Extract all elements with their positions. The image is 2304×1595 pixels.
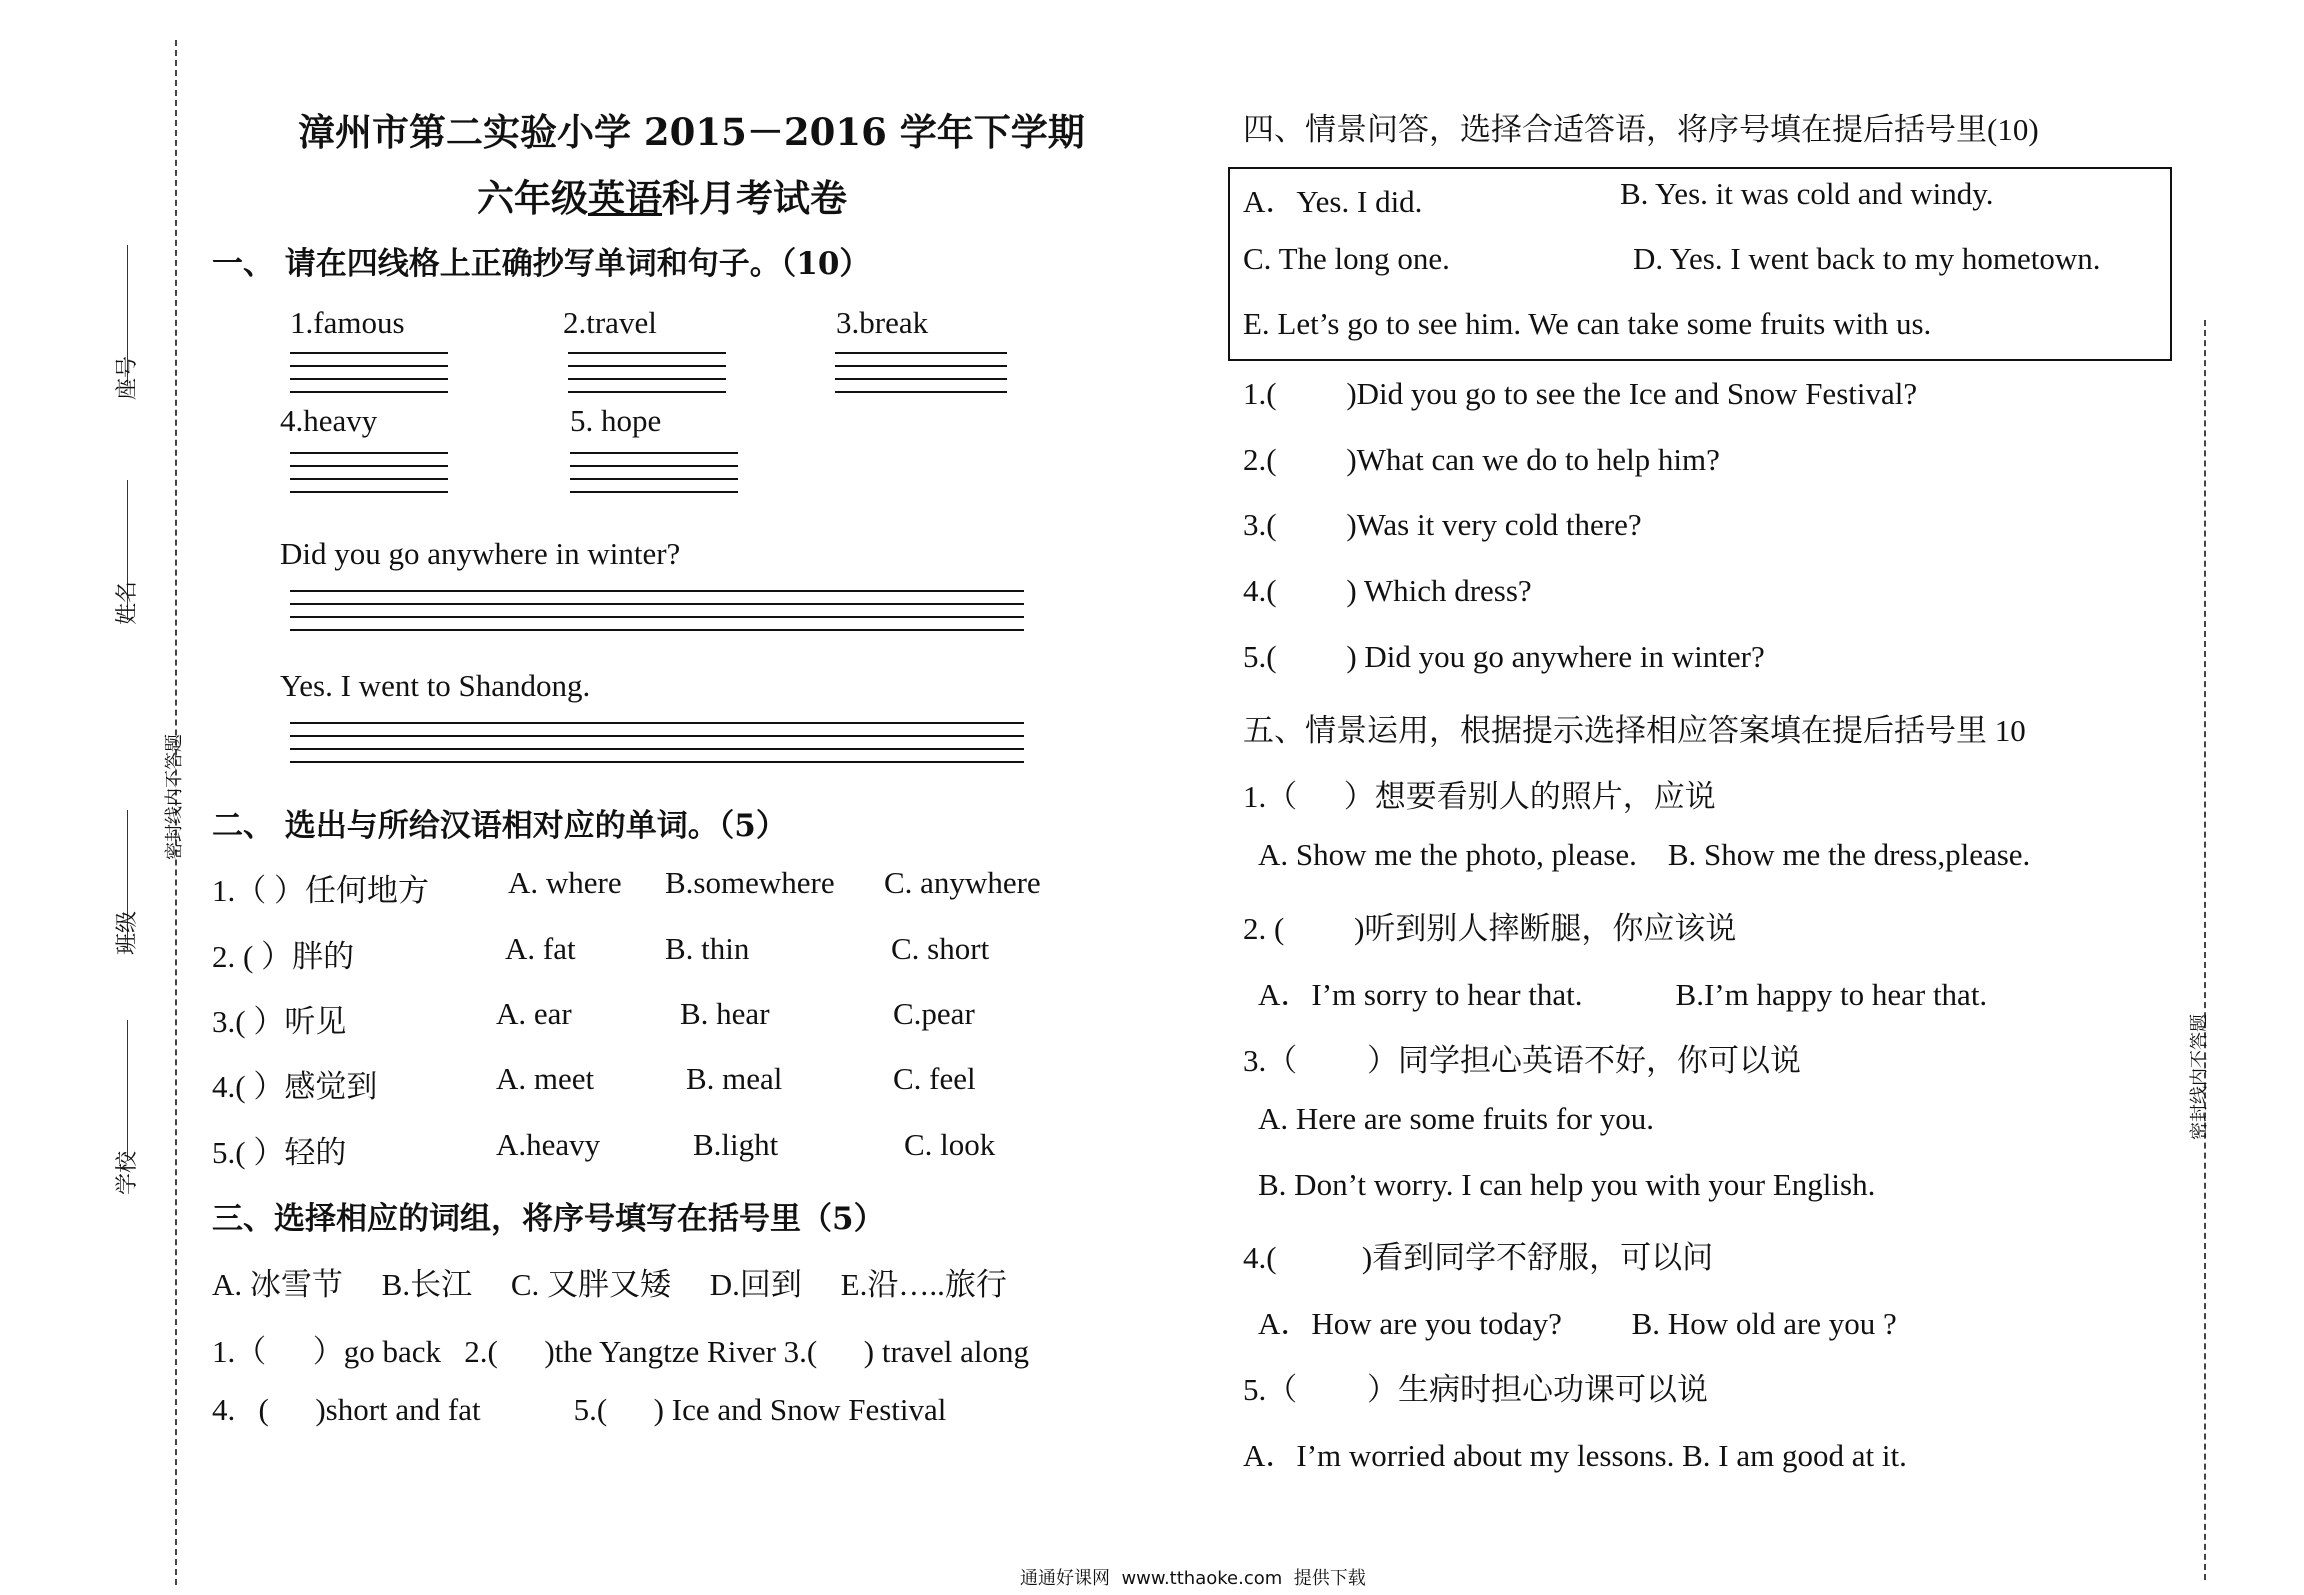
s5-q2-options: A．I’m sorry to hear that. B.I’m happy to hear that.	[1258, 977, 1988, 1012]
four-line-grid-4	[290, 452, 448, 504]
s2-q5-c: C. look	[904, 1127, 996, 1162]
s2-q3-b: B. hear	[680, 996, 770, 1031]
sentence-1: Did you go anywhere in winter?	[280, 536, 681, 571]
s2-q2-b: B. thin	[665, 931, 750, 966]
box-option-b: B. Yes. it was cold and windy.	[1620, 176, 1994, 211]
s4-q1: 1.( )Did you go to see the Ice and Snow Festival?	[1243, 376, 1918, 411]
footer-source: 通通好课网 www.tthaoke.com 提供下载	[1020, 1568, 1366, 1589]
s2-q2-a: A. fat	[505, 931, 576, 966]
school-label: 学校	[115, 1150, 140, 1195]
section3-line2: 4. ( )short and fat 5.( ) Ice and Snow Festival	[212, 1392, 947, 1427]
right-dashed-seal-line	[2204, 320, 2206, 1580]
s5-q2: 2. ( )听到别人摔断腿，你应该说	[1243, 911, 1737, 946]
four-line-grid-sentence-2	[290, 722, 1024, 774]
s2-q2: 2. ( ）胖的	[212, 939, 355, 974]
s5-q5: 5.（ ）生病时担心功课可以说	[1243, 1372, 1708, 1407]
word-1: 1.famous	[290, 305, 405, 340]
section5-heading: 五、情景运用，根据提示选择相应答案填在提后括号里 10	[1243, 713, 2026, 748]
s2-q5-a: A.heavy	[496, 1127, 601, 1162]
seal-note-right: 密封线内不答题	[2189, 1014, 2210, 1140]
section3-heading: 三、选择相应的词组，将序号填写在括号里（5）	[212, 1201, 885, 1237]
seat-label: 座号	[115, 355, 140, 400]
s2-q1-a: A. where	[508, 865, 622, 900]
exam-title-line1: 漳州市第二实验小学 2015－2016 学年下学期	[298, 110, 1085, 154]
word-4: 4.heavy	[280, 403, 378, 438]
section1-heading: 一、 请在四线格上正确抄写单词和句子。（10）	[212, 246, 871, 282]
sentence-2: Yes. I went to Shandong.	[280, 668, 591, 703]
title-grade: 六年级	[477, 176, 588, 220]
box-option-e: E. Let’s go to see him. We can take some fruits with us.	[1243, 306, 1932, 341]
seal-note-left: 密封线内不答题	[164, 734, 185, 860]
word-2: 2.travel	[563, 305, 657, 340]
s5-q1: 1.（ ）想要看别人的照片，应说	[1243, 779, 1716, 814]
s4-q4: 4.( ) Which dress?	[1243, 573, 1532, 608]
box-option-d: D. Yes. I went back to my hometown.	[1633, 241, 2101, 276]
section3-line1: 1.（ ）go back 2.( )the Yangtze River 3.( ) travel along	[212, 1334, 1030, 1369]
box-option-a: A．Yes. I did.	[1243, 184, 1423, 219]
school-field-line	[127, 1020, 128, 1160]
s5-q5-options: A．I’m worried about my lessons. B. I am good at it.	[1243, 1438, 1907, 1473]
s2-q4-a: A. meet	[496, 1061, 595, 1096]
word-3: 3.break	[836, 305, 929, 340]
s4-q2: 2.( )What can we do to help him?	[1243, 442, 1720, 477]
s2-q1: 1.（ ）任何地方	[212, 873, 429, 908]
section2-heading: 二、 选出与所给汉语相对应的单词。（5）	[212, 808, 787, 844]
section4-heading: 四、情景问答，选择合适答语，将序号填在提后括号里(10)	[1243, 112, 2039, 147]
s5-q1-options: A. Show me the photo, please. B. Show me the dress,please.	[1258, 837, 2031, 872]
s5-q3-option-b: B. Don’t worry. I can help you with your English.	[1258, 1167, 1876, 1202]
title-subject: 英语	[588, 176, 662, 220]
s2-q4-b: B. meal	[686, 1061, 783, 1096]
class-label: 班级	[115, 910, 140, 955]
s5-q3: 3.（ ）同学担心英语不好，你可以说	[1243, 1043, 1801, 1078]
exam-title-line2	[477, 168, 847, 222]
four-line-grid-1	[290, 352, 448, 404]
s2-q1-c: C. anywhere	[884, 865, 1041, 900]
s2-q3-a: A. ear	[496, 996, 572, 1031]
s2-q4-c: C. feel	[893, 1061, 976, 1096]
box-option-c: C. The long one.	[1243, 241, 1450, 276]
s2-q5: 5.( ）轻的	[212, 1135, 347, 1170]
s2-q4: 4.( ）感觉到	[212, 1069, 378, 1104]
title-exam: 科月考试卷	[662, 176, 847, 220]
s2-q2-c: C. short	[891, 931, 990, 966]
s5-q4-options: A．How are you today? B. How old are you ?	[1258, 1306, 1897, 1341]
four-line-grid-sentence-1	[290, 590, 1024, 642]
section3-options: A. 冰雪节 B.长江 C. 又胖又矮 D.回到 E.沿…..旅行	[212, 1267, 1007, 1302]
name-label: 姓名	[115, 580, 140, 625]
s4-q5: 5.( ) Did you go anywhere in winter?	[1243, 639, 1765, 674]
s2-q3: 3.( ）听见	[212, 1004, 347, 1039]
s2-q1-b: B.somewhere	[665, 865, 835, 900]
word-5: 5. hope	[570, 403, 662, 438]
four-line-grid-3	[835, 352, 1007, 404]
four-line-grid-5	[570, 452, 738, 504]
s5-q4: 4.( )看到同学不舒服，可以问	[1243, 1240, 1714, 1275]
s5-q3-option-a: A. Here are some fruits for you.	[1258, 1101, 1654, 1136]
s2-q5-b: B.light	[693, 1127, 779, 1162]
s4-q3: 3.( )Was it very cold there?	[1243, 507, 1642, 542]
four-line-grid-2	[568, 352, 726, 404]
s2-q3-c: C.pear	[893, 996, 975, 1031]
